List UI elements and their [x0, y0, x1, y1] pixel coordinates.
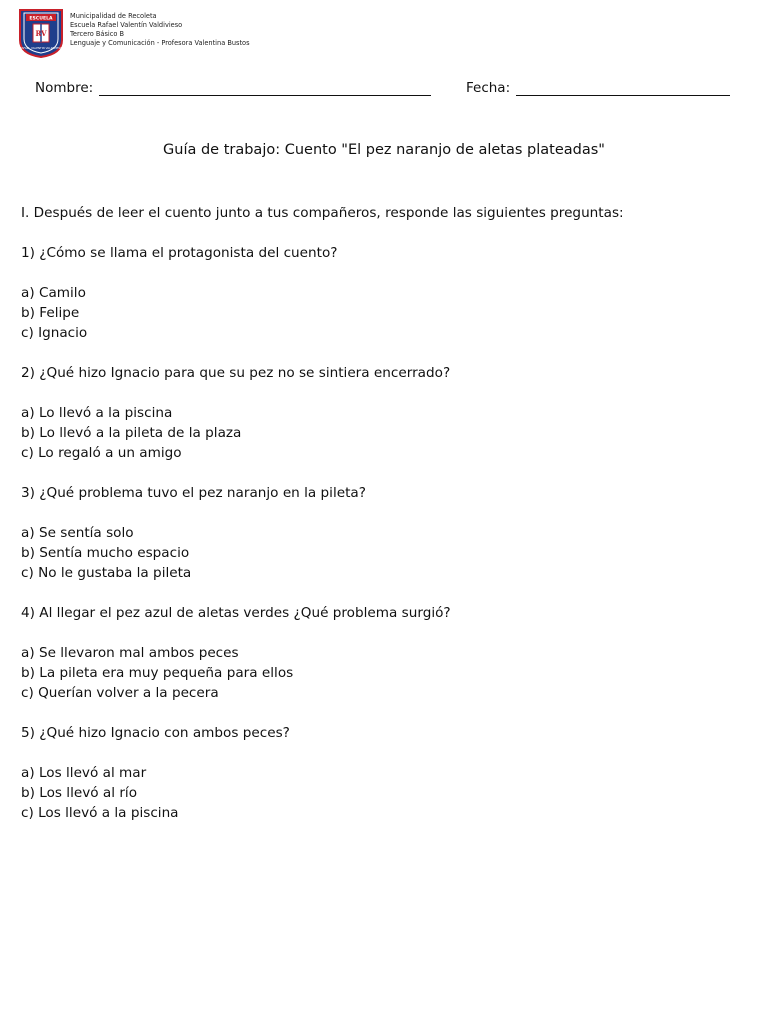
- question-text: 1) ¿Cómo se llama el protagonista del cuento?: [21, 245, 338, 261]
- option-a: a) Camilo: [21, 285, 86, 301]
- header-subject: Lenguaje y Comunicación - Profesora Valentina Bustos: [70, 39, 250, 47]
- question-text: 5) ¿Qué hizo Ignacio con ambos peces?: [21, 725, 290, 741]
- school-crest-logo: [18, 8, 64, 58]
- option-b: b) Los llevó al río: [21, 785, 138, 801]
- option-b: b) Felipe: [21, 305, 80, 321]
- name-label: Nombre:: [35, 80, 94, 96]
- option-a: a) Lo llevó a la piscina: [21, 405, 173, 421]
- question-5: [21, 723, 748, 823]
- worksheet-content: [21, 203, 748, 843]
- option-c: c) Querían volver a la pecera: [21, 685, 219, 701]
- date-label: Fecha:: [466, 80, 511, 96]
- question-2: [21, 363, 748, 463]
- question-1: [21, 243, 748, 343]
- page-title: Guía de trabajo: Cuento "El pez naranjo de aletas plateadas": [163, 142, 605, 158]
- header-school: Escuela Rafael Valentín Valdivieso: [70, 21, 183, 29]
- header-municipality: Municipalidad de Recoleta: [70, 12, 157, 20]
- question-text: 4) Al llegar el pez azul de aletas verdes ¿Qué problema surgió?: [21, 605, 451, 621]
- option-c: c) Lo regaló a un amigo: [21, 445, 182, 461]
- date-field[interactable]: [466, 80, 730, 96]
- question-text: 3) ¿Qué problema tuvo el pez naranjo en la pileta?: [21, 485, 366, 501]
- option-b: b) La pileta era muy pequeña para ellos: [21, 665, 294, 681]
- question-3: [21, 483, 748, 583]
- logo-top-text: ESCUELA: [29, 16, 53, 22]
- option-a: a) Los llevó al mar: [21, 765, 147, 781]
- document-header: [18, 8, 250, 58]
- option-c: c) No le gustaba la pileta: [21, 565, 192, 581]
- option-b: b) Lo llevó a la pileta de la plaza: [21, 425, 242, 441]
- question-text: 2) ¿Qué hizo Ignacio para que su pez no se sintiera encerrado?: [21, 365, 451, 381]
- option-a: a) Se sentía solo: [21, 525, 134, 541]
- option-c: c) Los llevó a la piscina: [21, 805, 179, 821]
- option-b: b) Sentía mucho espacio: [21, 545, 190, 561]
- name-line[interactable]: [99, 80, 431, 96]
- logo-monogram: RV: [35, 29, 47, 38]
- header-grade: Tercero Básico B: [70, 30, 125, 38]
- student-fields: [35, 80, 732, 100]
- option-c: c) Ignacio: [21, 325, 88, 341]
- name-field[interactable]: [35, 80, 431, 96]
- option-a: a) Se llevaron mal ambos peces: [21, 645, 239, 661]
- question-4: [21, 603, 748, 703]
- instruction-text: I. Después de leer el cuento junto a tus compañeros, responde las siguientes preguntas:: [21, 205, 624, 221]
- date-line[interactable]: [516, 80, 730, 96]
- logo-arc-text: RAFAEL VALENTIN VALDIVIESO: [19, 46, 63, 50]
